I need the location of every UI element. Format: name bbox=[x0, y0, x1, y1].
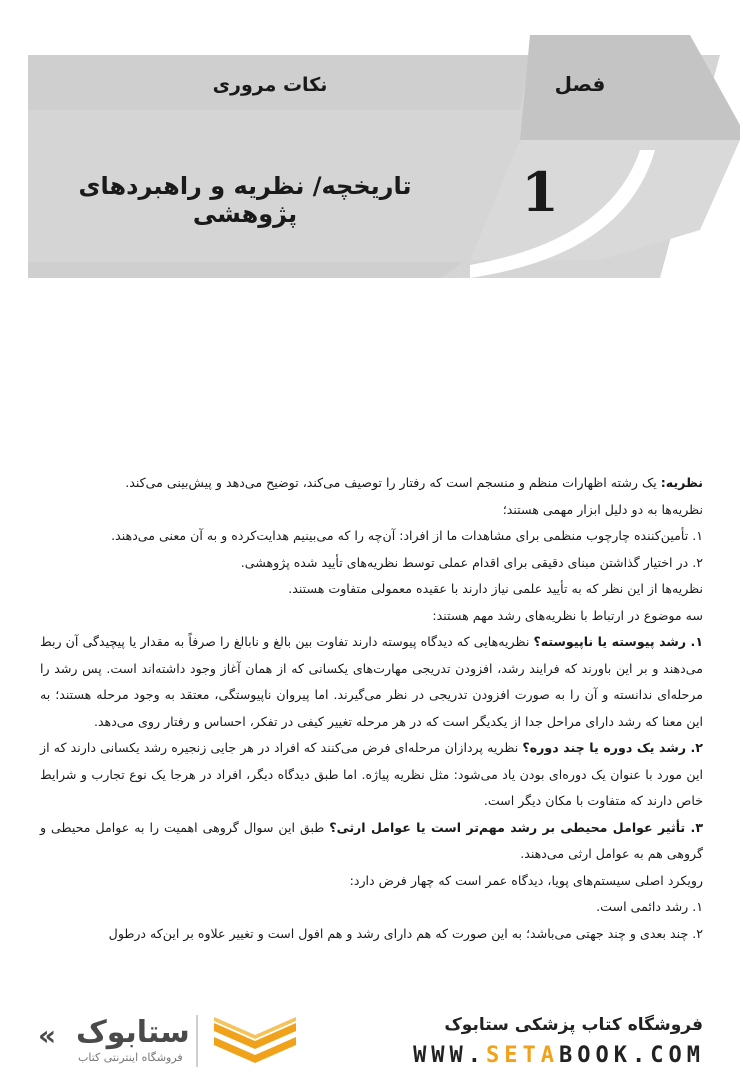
term-one-course: ۲. رشد یک دوره یا چند دوره؟ bbox=[522, 740, 703, 755]
chevrons-icon: « bbox=[38, 1019, 57, 1052]
footer bbox=[0, 995, 743, 1080]
term-theory: نظریه: bbox=[660, 475, 703, 490]
list-item-reason-2: ۲. در اختیار گذاشتن مبنای دقیقی برای اقدام عملی توسط نظریه‌های تأیید شده پژوهشی. bbox=[240, 554, 703, 570]
term-continuous: ۱. رشد پیوسته یا ناپیوسته؟ bbox=[533, 634, 704, 649]
paragraph-three-issues: سه موضوع در ارتباط با نظریه‌های رشد مهم هستند: bbox=[432, 607, 703, 623]
review-title: نکات مروری bbox=[212, 74, 328, 96]
chapter-number: 1 bbox=[521, 160, 559, 224]
text-one-course: نظریه پردازان مرحله‌ای فرض می‌کنند که افراد در هر جایی زنجیره رشد یکسانی دارند که از این مورد با عنوان یک دوره‌ای بودن یاد می‌شود: مثل نظریه پیاژه. اما طبق دیدگاه دیگر، افراد در هرجا یک نوع تجارب و شرایط خاص دارند که متفاوت با مکان دیگر است. bbox=[40, 740, 703, 808]
url-prefix: WWW. bbox=[413, 1043, 487, 1068]
paragraph-dynamic-systems: رویکرد اصلی سیستم‌های پویا، دیدگاه عمر است که چهار فرض دارد: bbox=[349, 872, 703, 888]
term-nature-nurture: ۳. تأثیر عوامل محیطی بر رشد مهم‌تر است یا عوامل ارثی؟ bbox=[329, 819, 703, 835]
setabook-logo[interactable] bbox=[28, 1011, 318, 1071]
logo-text: ستابوک bbox=[76, 1015, 190, 1050]
book-stack-icon bbox=[210, 1013, 300, 1069]
paragraph-theory-vs-belief: نظریه‌ها از این نظر که به تأیید علمی نیاز دارند با عقیده معمولی متفاوت هستند. bbox=[288, 581, 703, 596]
issue-continuous bbox=[40, 629, 703, 735]
url-accent: SETA bbox=[486, 1043, 560, 1068]
list-item-assumption-1: ۱. رشد دائمی است. bbox=[596, 899, 703, 914]
shop-name: فروشگاه کتاب پزشکی ستابوک bbox=[444, 1015, 703, 1035]
chapter-title: تاریخچه/ نظریه و راهبردهای پژوهشی bbox=[78, 172, 412, 228]
chapter-label: فصل bbox=[554, 72, 606, 96]
issue-one-course bbox=[40, 735, 703, 815]
shop-url-link[interactable] bbox=[413, 1043, 705, 1068]
chapter-content bbox=[40, 470, 703, 947]
list-item-reason-1: ۱. تأمین‌کننده چارچوب منظمی برای مشاهدات ما از افراد: آن‌چه را که می‌بینیم هدایت‌کرده و به آن معنی می‌دهند. bbox=[111, 528, 703, 543]
list-item-assumption-2: ۲. چند بعدی و چند جهتی می‌باشد؛ به این صورت که هم دارای رشد و هم افول است و تغییر علاوه بر این‌که درطول bbox=[108, 925, 703, 941]
logo-tagline: فروشگاه اینترنتی کتاب bbox=[78, 1051, 183, 1064]
url-suffix: BOOK.COM bbox=[559, 1043, 705, 1068]
text-nature-nurture: طبق این سوال گروهی اهمیت را به عوامل محیطی و گروهی هم به عوامل ارثی می‌دهند. bbox=[40, 819, 703, 861]
chapter-banner bbox=[0, 0, 743, 300]
text-theory: یک رشته اظهارات منظم و منسجم است که رفتار را توصیف می‌کند، توضیح می‌دهد و پیش‌بینی می‌کند. bbox=[125, 475, 661, 490]
paragraph-theory-reasons: نظریه‌ها به دو دلیل ابزار مهمی هستند؛ bbox=[502, 501, 703, 517]
logo-divider bbox=[196, 1015, 198, 1067]
text-continuous: نظریه‌هایی که دیدگاه پیوسته دارند تفاوت بین بالغ و نابالغ را صرفاً به مقدار یا پیچیدگی آن ربط می‌دهند و بر این باورند که فرایند رشد، افزودن تدریجی مهارت‌های یکسانی که از همان آغاز وجود داشته‌اند است. پس رشد را مرحله‌ای ندانسته و آن را به صورت افزودن تدریجی در نظر می‌گیرند. اما پیروان ناپیوستگی، معتقد به وجود مرحله هستند؛ به این معنا که رشد دارای مراحل جدا از یکدیگر است که در هر مرحله تغییر کیفی در تفکر، احساس و رفتار روی می‌دهد. bbox=[40, 634, 703, 729]
issue-nature-nurture bbox=[40, 815, 703, 868]
paragraph-theory-definition bbox=[40, 470, 703, 497]
